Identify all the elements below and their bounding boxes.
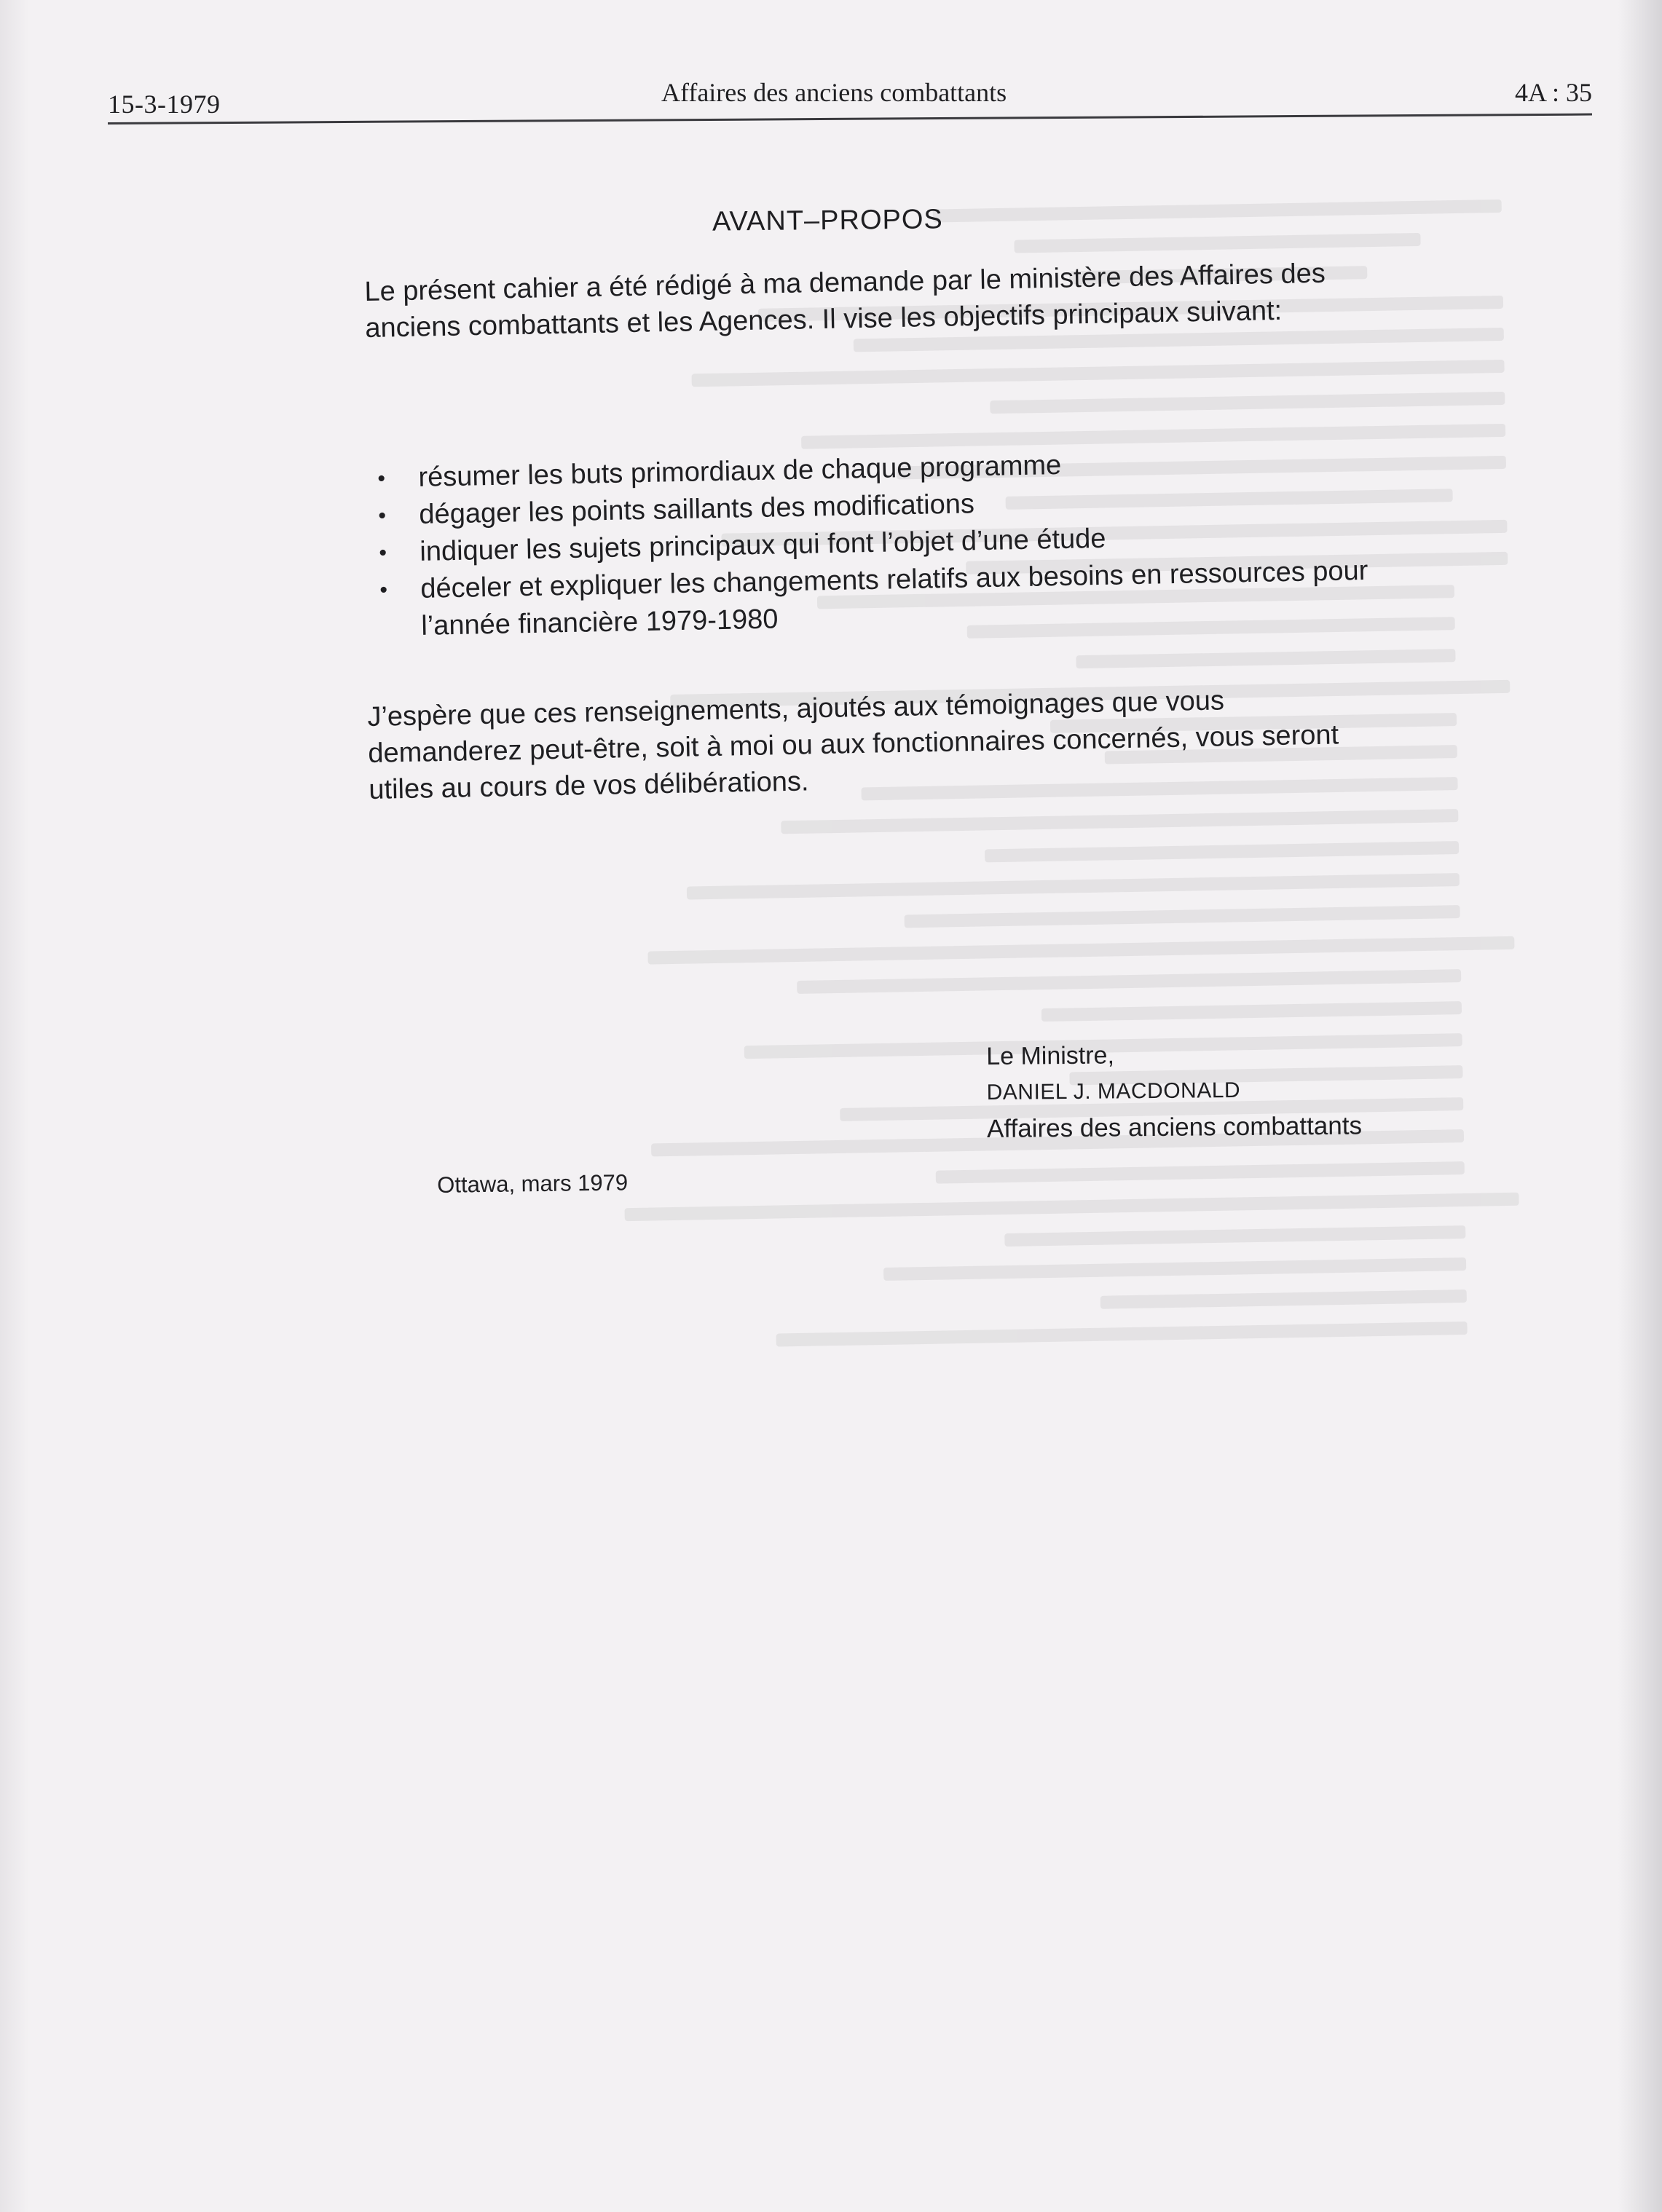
signatory-name: DANIEL J. MACDONALD: [986, 1078, 1241, 1105]
list-item-text: résumer les buts primordiaux de chaque programme: [418, 449, 1062, 493]
page-edge-shadow-left: [0, 0, 29, 2212]
signatory-title: Le Ministre,: [986, 1041, 1115, 1070]
bullet-icon: •: [379, 540, 387, 565]
page-number: 4A : 35: [1514, 78, 1592, 107]
bleed-through-texture: [147, 200, 1528, 1752]
place-and-date: Ottawa, mars 1979: [437, 1169, 629, 1198]
intro-paragraph: Le présent cahier a été rédigé à ma demande par le ministère des Affaires des anciens combattants et les Agences. Il vise les objectifs principaux suivant:: [364, 258, 1326, 344]
page-edge-shadow-right: [1618, 0, 1662, 2212]
bullet-icon: •: [377, 466, 386, 491]
signatory-department: Affaires des anciens combattants: [986, 1111, 1363, 1143]
list-item-text: déceler et expliquer les changements relatifs aux besoins en ressources pour l’année financière 1979-1980: [420, 555, 1368, 641]
bullet-icon: •: [378, 503, 387, 528]
header-date: 15-3-1979: [108, 90, 221, 119]
closing-paragraph: J’espère que ces renseignements, ajoutés aux témoignages que vous demanderez peut-être, soit à moi ou aux fonctionnaires concernés, vous seront utiles au cours de vos délibérations.: [367, 685, 1339, 805]
objectives-list: [377, 441, 1401, 646]
signature-block: [986, 1035, 1362, 1148]
section-heading: AVANT–PROPOS: [712, 204, 943, 237]
list-item-text: indiquer les sujets principaux qui font l’objet d’une étude: [420, 523, 1106, 567]
header-title: Affaires des anciens combattants: [661, 78, 1007, 107]
list-item-text: dégager les points saillants des modifications: [419, 489, 975, 530]
header-rule: [108, 114, 1592, 125]
bullet-icon: •: [379, 577, 388, 602]
